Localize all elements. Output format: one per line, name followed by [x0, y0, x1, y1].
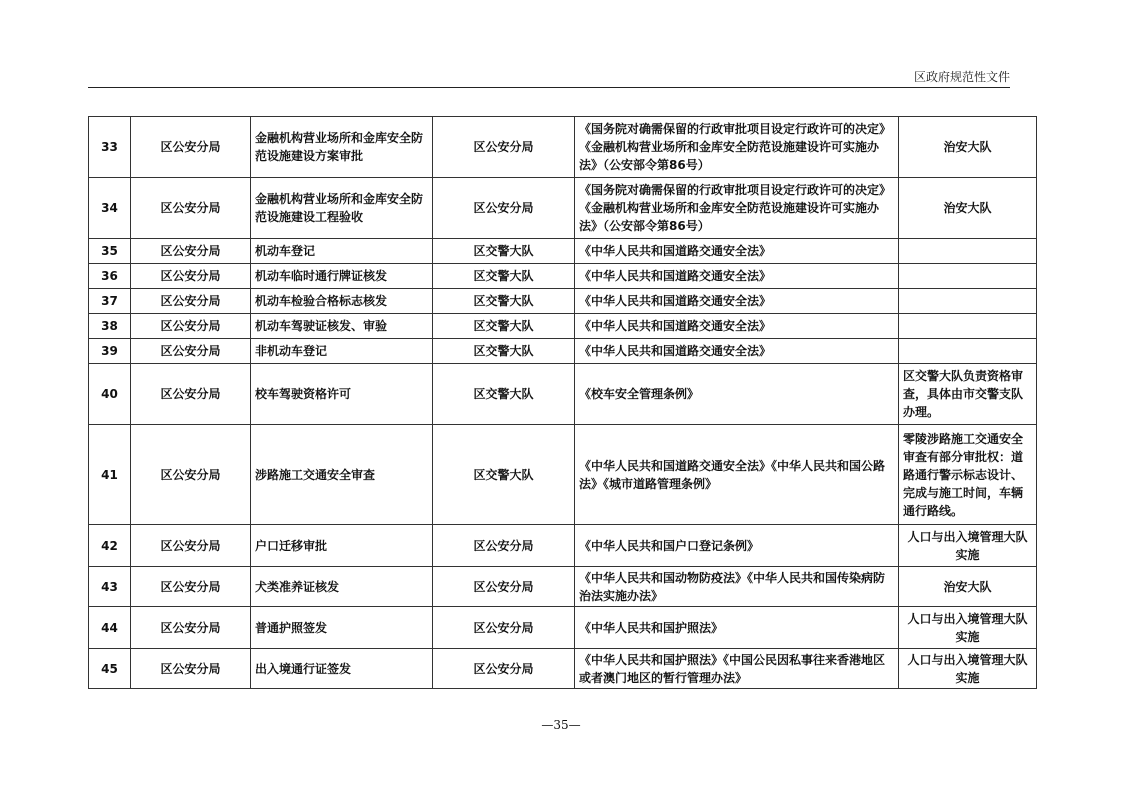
item-name: 非机动车登记 [251, 339, 433, 364]
department: 区公安分局 [131, 178, 251, 239]
table-row [89, 567, 1037, 607]
remark [899, 314, 1037, 339]
implementing-unit: 区交警大队 [433, 339, 575, 364]
item-name: 涉路施工交通安全审查 [251, 425, 433, 525]
department: 区公安分局 [131, 567, 251, 607]
department: 区公安分局 [131, 314, 251, 339]
item-name: 普通护照签发 [251, 607, 433, 649]
remark [899, 339, 1037, 364]
row-number: 42 [89, 525, 131, 567]
implementing-unit: 区交警大队 [433, 425, 575, 525]
department: 区公安分局 [131, 364, 251, 425]
item-name: 机动车驾驶证核发、审验 [251, 314, 433, 339]
table-row [89, 339, 1037, 364]
remark: 零陵涉路施工交通安全审查有部分审批权：道路通行警示标志设计、完成与施工时间，车辆通行路线。 [899, 425, 1037, 525]
row-number: 33 [89, 117, 131, 178]
legal-basis: 《中华人民共和国道路交通安全法》《中华人民共和国公路法》《城市道路管理条例》 [575, 425, 899, 525]
remark: 治安大队 [899, 567, 1037, 607]
table-row [89, 649, 1037, 689]
legal-basis: 《国务院对确需保留的行政审批项目设定行政许可的决定》《金融机构营业场所和金库安全防范设施建设许可实施办法》（公安部令第86号） [575, 117, 899, 178]
remark: 治安大队 [899, 178, 1037, 239]
remark: 人口与出入境管理大队实施 [899, 525, 1037, 567]
item-name: 校车驾驶资格许可 [251, 364, 433, 425]
department: 区公安分局 [131, 289, 251, 314]
row-number: 44 [89, 607, 131, 649]
item-name: 机动车临时通行牌证核发 [251, 264, 433, 289]
row-number: 37 [89, 289, 131, 314]
legal-basis: 《校车安全管理条例》 [575, 364, 899, 425]
remark [899, 264, 1037, 289]
item-name: 金融机构营业场所和金库安全防范设施建设工程验收 [251, 178, 433, 239]
department: 区公安分局 [131, 425, 251, 525]
table-row [89, 607, 1037, 649]
department: 区公安分局 [131, 607, 251, 649]
item-name: 金融机构营业场所和金库安全防范设施建设方案审批 [251, 117, 433, 178]
department: 区公安分局 [131, 117, 251, 178]
legal-basis: 《中华人民共和国护照法》 [575, 607, 899, 649]
row-number: 41 [89, 425, 131, 525]
row-number: 36 [89, 264, 131, 289]
department: 区公安分局 [131, 239, 251, 264]
implementing-unit: 区交警大队 [433, 264, 575, 289]
legal-basis: 《中华人民共和国动物防疫法》《中华人民共和国传染病防治法实施办法》 [575, 567, 899, 607]
department: 区公安分局 [131, 339, 251, 364]
department: 区公安分局 [131, 264, 251, 289]
legal-basis: 《国务院对确需保留的行政审批项目设定行政许可的决定》《金融机构营业场所和金库安全防范设施建设许可实施办法》（公安部令第86号） [575, 178, 899, 239]
row-number: 35 [89, 239, 131, 264]
implementing-unit: 区交警大队 [433, 289, 575, 314]
header-rule [88, 87, 1010, 88]
legal-basis: 《中华人民共和国道路交通安全法》 [575, 339, 899, 364]
remark: 治安大队 [899, 117, 1037, 178]
table-row [89, 525, 1037, 567]
implementing-unit: 区交警大队 [433, 364, 575, 425]
implementing-unit: 区公安分局 [433, 178, 575, 239]
row-number: 38 [89, 314, 131, 339]
item-name: 机动车检验合格标志核发 [251, 289, 433, 314]
implementing-unit: 区公安分局 [433, 117, 575, 178]
remark: 人口与出入境管理大队实施 [899, 607, 1037, 649]
implementing-unit: 区公安分局 [433, 607, 575, 649]
legal-basis: 《中华人民共和国道路交通安全法》 [575, 314, 899, 339]
table-row [89, 289, 1037, 314]
item-name: 出入境通行证签发 [251, 649, 433, 689]
remark: 区交警大队负责资格审查，具体由市交警支队办理。 [899, 364, 1037, 425]
remark [899, 289, 1037, 314]
department: 区公安分局 [131, 525, 251, 567]
table-row [89, 117, 1037, 178]
implementing-unit: 区公安分局 [433, 567, 575, 607]
legal-basis: 《中华人民共和国户口登记条例》 [575, 525, 899, 567]
table-row [89, 425, 1037, 525]
page-number: —35— [541, 718, 581, 732]
row-number: 34 [89, 178, 131, 239]
item-name: 户口迁移审批 [251, 525, 433, 567]
item-name: 机动车登记 [251, 239, 433, 264]
legal-basis: 《中华人民共和国道路交通安全法》 [575, 264, 899, 289]
table-row [89, 314, 1037, 339]
document-header-title: 区政府规范性文件 [913, 70, 1010, 84]
row-number: 43 [89, 567, 131, 607]
row-number: 40 [89, 364, 131, 425]
department: 区公安分局 [131, 649, 251, 689]
remark: 人口与出入境管理大队实施 [899, 649, 1037, 689]
table-row [89, 264, 1037, 289]
table-row [89, 178, 1037, 239]
row-number: 39 [89, 339, 131, 364]
remark [899, 239, 1037, 264]
legal-basis: 《中华人民共和国道路交通安全法》 [575, 289, 899, 314]
implementing-unit: 区交警大队 [433, 239, 575, 264]
table-row [89, 239, 1037, 264]
legal-basis: 《中华人民共和国护照法》《中国公民因私事往来香港地区或者澳门地区的暂行管理办法》 [575, 649, 899, 689]
implementing-unit: 区公安分局 [433, 525, 575, 567]
approval-items-table [88, 116, 1037, 689]
legal-basis: 《中华人民共和国道路交通安全法》 [575, 239, 899, 264]
row-number: 45 [89, 649, 131, 689]
table-row [89, 364, 1037, 425]
item-name: 犬类准养证核发 [251, 567, 433, 607]
implementing-unit: 区公安分局 [433, 649, 575, 689]
implementing-unit: 区交警大队 [433, 314, 575, 339]
